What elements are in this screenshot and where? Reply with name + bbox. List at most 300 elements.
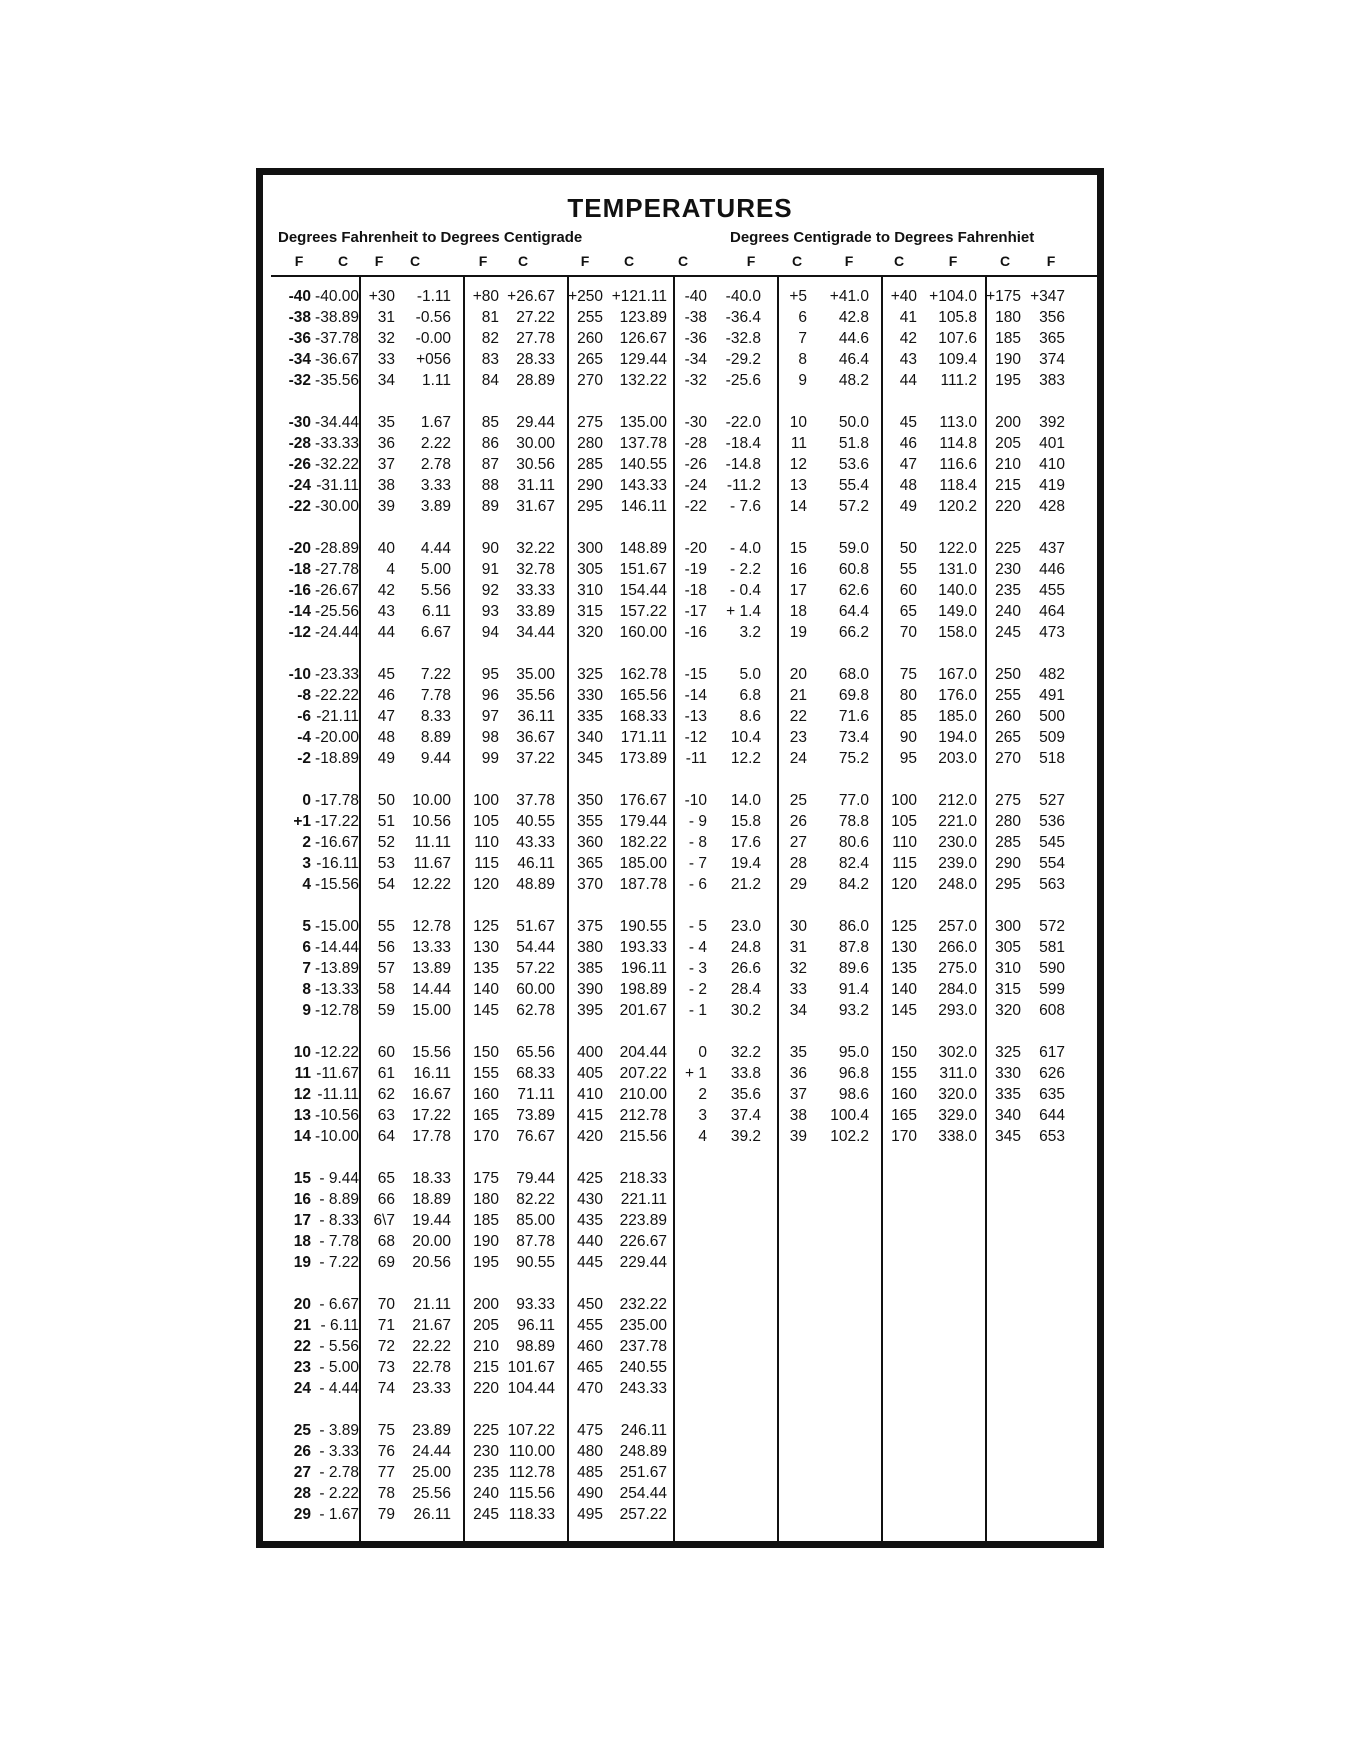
table-cell-source: 8: [302, 981, 311, 998]
table-cell-source: 84: [481, 372, 499, 389]
table-cell-source: 19: [293, 1254, 311, 1271]
table-cell-source: 290: [577, 477, 603, 494]
table-cell-converted: 3.33: [420, 477, 451, 494]
table-cell-source: 130: [891, 939, 917, 956]
table-cell-source: 195: [473, 1254, 499, 1271]
table-cell-converted: 20.56: [412, 1254, 451, 1271]
table-cell-converted: 617: [1039, 1044, 1065, 1061]
table-cell-converted: -23.33: [315, 666, 359, 683]
table-cell-source: 415: [577, 1107, 603, 1124]
table-cell-source: 115: [474, 855, 499, 872]
table-cell-source: 235: [995, 582, 1021, 599]
table-cell-converted: 8.89: [420, 729, 451, 746]
table-cell-converted: 64.4: [838, 603, 869, 620]
table-cell-source: 8: [798, 351, 807, 368]
table-cell-source: 220: [473, 1380, 499, 1397]
table-cell-converted: 62.6: [838, 582, 869, 599]
table-cell-source: 83: [481, 351, 499, 368]
table-cell-source: 200: [995, 414, 1021, 431]
table-cell-converted: 11.67: [413, 855, 451, 872]
table-cell-converted: 1.11: [421, 372, 451, 389]
table-cell-converted: 410: [1039, 456, 1065, 473]
table-cell-converted: 207.22: [619, 1065, 667, 1082]
table-cell-converted: 5.0: [739, 666, 761, 683]
table-cell-converted: 210.00: [619, 1086, 667, 1103]
table-cell-converted: 311.0: [939, 1065, 977, 1082]
table-cell-converted: 37.22: [516, 750, 555, 767]
table-cell-source: 470: [577, 1380, 603, 1397]
table-cell-source: 98: [481, 729, 499, 746]
table-cell-source: 35: [789, 1044, 807, 1061]
table-cell-source: 280: [995, 813, 1021, 830]
table-cell-converted: 77.0: [838, 792, 869, 809]
table-cell-source: 88: [481, 477, 499, 494]
table-cell-converted: 482: [1039, 666, 1065, 683]
table-cell-source: 34: [377, 372, 395, 389]
table-cell-source: 72: [377, 1338, 395, 1355]
table-cell-converted: 419: [1039, 477, 1065, 494]
table-cell-source: 355: [577, 813, 603, 830]
table-cell-source: 15: [789, 540, 807, 557]
table-cell-converted: 9.44: [420, 750, 451, 767]
table-cell-converted: -36.4: [725, 309, 761, 326]
table-cell-source: - 7: [688, 855, 707, 872]
table-cell-converted: 48.2: [838, 372, 869, 389]
table-cell-source: 11: [294, 1065, 311, 1082]
table-cell-converted: 428: [1039, 498, 1065, 515]
table-cell-source: 275: [577, 414, 603, 431]
table-cell-converted: 76.67: [516, 1128, 555, 1145]
table-cell-converted: 162.78: [619, 666, 667, 683]
table-cell-source: 280: [577, 435, 603, 452]
table-cell-source: 175: [473, 1170, 499, 1187]
table-cell-source: 2: [302, 834, 311, 851]
table-cell-converted: 464: [1039, 603, 1065, 620]
table-cell-source: 57: [377, 960, 395, 977]
table-cell-source: 130: [473, 939, 499, 956]
table-cell-source: 305: [995, 939, 1021, 956]
table-cell-converted: - 4.0: [729, 540, 761, 557]
table-cell-source: 345: [577, 750, 603, 767]
table-cell-converted: 28.89: [516, 372, 555, 389]
table-cell-converted: 151.67: [619, 561, 667, 578]
table-cell-converted: 33.8: [730, 1065, 761, 1082]
table-cell-source: 20: [293, 1296, 311, 1313]
table-cell-converted: + 1.4: [726, 603, 761, 620]
table-cell-converted: 65.56: [516, 1044, 555, 1061]
table-cell-source: 34: [789, 1002, 807, 1019]
table-cell-source: 58: [377, 981, 395, 998]
table-cell-source: -36: [684, 330, 707, 347]
table-cell-source: 120: [473, 876, 499, 893]
table-cell-source: -32: [288, 372, 311, 389]
table-cell-source: 60: [377, 1044, 395, 1061]
table-cell-source: 315: [995, 981, 1021, 998]
table-cell-source: 39: [377, 498, 395, 515]
table-cell-source: 380: [577, 939, 603, 956]
table-cell-converted: 248.0: [938, 876, 977, 893]
table-cell-source: 68: [377, 1233, 395, 1250]
table-cell-converted: -40.0: [725, 288, 761, 305]
table-cell-source: -30: [288, 414, 311, 431]
column-header: F: [746, 253, 756, 269]
table-cell-source: 275: [995, 792, 1021, 809]
table-cell-source: 9: [302, 1002, 311, 1019]
table-cell-converted: -37.78: [315, 330, 359, 347]
table-cell-converted: 82.4: [838, 855, 869, 872]
table-cell-source: 220: [995, 498, 1021, 515]
table-cell-converted: 28.4: [730, 981, 761, 998]
table-cell-converted: 4.44: [420, 540, 451, 557]
table-cell-converted: 126.67: [619, 330, 667, 347]
table-cell-converted: +26.67: [507, 288, 555, 305]
table-cell-converted: 60.8: [838, 561, 869, 578]
table-cell-source: 33: [377, 351, 395, 368]
table-cell-converted: 196.11: [620, 960, 667, 977]
table-cell-source: 80: [899, 687, 917, 704]
table-cell-converted: 193.33: [619, 939, 667, 956]
table-cell-converted: 73.89: [516, 1107, 555, 1124]
table-cell-converted: 111.2: [940, 372, 977, 389]
table-cell-converted: 2.78: [420, 456, 451, 473]
table-cell-source: 11: [790, 435, 807, 452]
table-cell-source: 265: [577, 351, 603, 368]
table-cell-converted: 275.0: [938, 960, 977, 977]
table-cell-converted: - 7.78: [319, 1233, 359, 1250]
table-cell-converted: 176.67: [619, 792, 667, 809]
table-cell-converted: 25.00: [412, 1464, 451, 1481]
table-cell-converted: 30.00: [516, 435, 555, 452]
table-cell-converted: 284.0: [938, 981, 977, 998]
table-cell-source: 185: [473, 1212, 499, 1229]
table-cell-source: 4: [698, 1128, 707, 1145]
column-header: C: [517, 253, 529, 269]
table-cell-converted: 527: [1039, 792, 1065, 809]
table-cell-source: 125: [891, 918, 917, 935]
table-cell-source: 9: [798, 372, 807, 389]
table-cell-converted: 90.55: [516, 1254, 555, 1271]
table-cell-converted: 34.44: [516, 624, 555, 641]
table-cell-converted: 401: [1039, 435, 1065, 452]
table-cell-converted: 7.22: [420, 666, 451, 683]
table-cell-source: -2: [297, 750, 311, 767]
table-cell-converted: 135.00: [619, 414, 667, 431]
table-cell-source: -4: [297, 729, 311, 746]
table-cell-source: 46: [377, 687, 395, 704]
table-cell-converted: 168.33: [619, 708, 667, 725]
table-cell-converted: 599: [1039, 981, 1065, 998]
table-cell-converted: - 5.00: [319, 1359, 359, 1376]
table-cell-source: 4: [386, 561, 395, 578]
table-cell-source: 43: [377, 603, 395, 620]
table-cell-converted: 27.22: [516, 309, 555, 326]
table-cell-converted: 545: [1039, 834, 1065, 851]
table-cell-converted: - 1.67: [319, 1506, 359, 1523]
table-cell-source: -16: [288, 582, 311, 599]
temperature-chart-card: [256, 168, 1104, 1548]
table-cell-source: 170: [891, 1128, 917, 1145]
table-cell-source: 270: [995, 750, 1021, 767]
table-cell-source: 12: [789, 456, 807, 473]
table-cell-source: 310: [577, 582, 603, 599]
table-cell-converted: 149.0: [938, 603, 977, 620]
table-cell-source: 94: [481, 624, 499, 641]
table-cell-source: 215: [995, 477, 1021, 494]
table-cell-converted: 17.22: [412, 1107, 451, 1124]
table-cell-converted: -10.00: [315, 1128, 359, 1145]
table-cell-converted: -32.22: [315, 456, 359, 473]
table-cell-source: 320: [577, 624, 603, 641]
table-cell-converted: 232.22: [619, 1296, 667, 1313]
table-cell-converted: -16.11: [316, 855, 359, 872]
table-cell-converted: 91.4: [838, 981, 869, 998]
table-cell-converted: - 4.44: [319, 1380, 359, 1397]
table-cell-source: -13: [684, 708, 707, 725]
table-cell-converted: 179.44: [619, 813, 667, 830]
table-cell-source: 350: [577, 792, 603, 809]
table-cell-converted: 29.44: [516, 414, 555, 431]
table-cell-converted: 53.6: [838, 456, 869, 473]
table-cell-converted: 3.2: [739, 624, 761, 641]
table-cell-source: 395: [577, 1002, 603, 1019]
table-cell-source: 105: [891, 813, 917, 830]
table-cell-converted: 383: [1039, 372, 1065, 389]
table-cell-source: 390: [577, 981, 603, 998]
table-cell-source: -16: [684, 624, 707, 641]
table-cell-converted: 6.67: [420, 624, 451, 641]
table-cell-converted: 131.0: [938, 561, 977, 578]
table-cell-source: 140: [473, 981, 499, 998]
table-cell-converted: - 5.56: [319, 1338, 359, 1355]
table-cell-converted: 36.11: [517, 708, 555, 725]
table-cell-source: 435: [577, 1212, 603, 1229]
table-cell-converted: 19.4: [730, 855, 761, 872]
table-cell-converted: -32.8: [725, 330, 761, 347]
table-cell-source: 335: [995, 1086, 1021, 1103]
table-cell-converted: -15.00: [315, 918, 359, 935]
table-cell-source: -20: [684, 540, 707, 557]
table-cell-converted: 32.22: [516, 540, 555, 557]
table-cell-source: 74: [377, 1380, 395, 1397]
table-cell-source: 41: [899, 309, 917, 326]
table-cell-source: 235: [473, 1464, 499, 1481]
table-cell-source: -14: [288, 603, 311, 620]
table-cell-source: 310: [995, 960, 1021, 977]
table-cell-converted: 536: [1039, 813, 1065, 830]
table-cell-source: 64: [377, 1128, 395, 1145]
table-cell-source: 55: [377, 918, 395, 935]
table-cell-source: 30: [789, 918, 807, 935]
table-cell-converted: 254.44: [619, 1485, 667, 1502]
column-header: C: [893, 253, 905, 269]
table-cell-source: 155: [891, 1065, 917, 1082]
table-cell-source: 190: [473, 1233, 499, 1250]
table-cell-converted: 446: [1039, 561, 1065, 578]
table-cell-converted: 212.78: [619, 1107, 667, 1124]
table-cell-source: 29: [293, 1506, 311, 1523]
table-cell-source: 420: [577, 1128, 603, 1145]
table-cell-source: 430: [577, 1191, 603, 1208]
table-cell-source: - 8: [688, 834, 707, 851]
table-cell-source: 95: [899, 750, 917, 767]
table-cell-converted: 158.0: [938, 624, 977, 641]
table-cell-source: 300: [577, 540, 603, 557]
table-cell-converted: 37.78: [516, 792, 555, 809]
table-cell-source: 18: [789, 603, 807, 620]
table-cell-converted: - 7.6: [729, 498, 761, 515]
table-cell-converted: 137.78: [619, 435, 667, 452]
table-cell-source: 150: [473, 1044, 499, 1061]
table-cell-source: 22: [789, 708, 807, 725]
table-cell-converted: 437: [1039, 540, 1065, 557]
table-cell-source: 325: [577, 666, 603, 683]
table-cell-converted: 32.2: [730, 1044, 761, 1061]
table-cell-source: +1: [293, 813, 311, 830]
table-cell-source: 96: [481, 687, 499, 704]
table-cell-source: 15: [293, 1170, 311, 1187]
table-cell-source: +80: [472, 288, 499, 305]
table-cell-source: 53: [377, 855, 395, 872]
table-cell-converted: 80.6: [838, 834, 869, 851]
table-cell-converted: 218.33: [619, 1170, 667, 1187]
table-cell-converted: 230.0: [938, 834, 977, 851]
table-cell-source: 270: [577, 372, 603, 389]
table-cell-source: 325: [995, 1044, 1021, 1061]
table-cell-converted: -24.44: [315, 624, 359, 641]
table-cell-source: 255: [995, 687, 1021, 704]
table-cell-source: 37: [377, 456, 395, 473]
table-cell-converted: 148.89: [619, 540, 667, 557]
table-cell-converted: - 2.22: [319, 1485, 359, 1502]
table-cell-converted: 82.22: [516, 1191, 555, 1208]
table-cell-source: -8: [297, 687, 311, 704]
table-cell-source: 245: [995, 624, 1021, 641]
table-cell-source: 135: [891, 960, 917, 977]
table-cell-converted: -11.11: [317, 1086, 359, 1103]
table-cell-converted: 104.44: [507, 1380, 555, 1397]
table-cell-converted: 21.2: [730, 876, 761, 893]
table-cell-source: 2: [698, 1086, 707, 1103]
table-cell-source: 240: [473, 1485, 499, 1502]
table-cell-converted: 14.44: [412, 981, 451, 998]
table-cell-converted: 203.0: [938, 750, 977, 767]
table-cell-converted: -31.11: [316, 477, 359, 494]
table-cell-source: 36: [377, 435, 395, 452]
table-cell-source: 145: [891, 1002, 917, 1019]
table-cell-converted: 113.0: [939, 414, 977, 431]
table-cell-converted: +056: [416, 351, 451, 368]
table-cell-converted: 491: [1039, 687, 1065, 704]
table-cell-converted: 24.44: [412, 1443, 451, 1460]
table-cell-source: 50: [899, 540, 917, 557]
table-cell-converted: 173.89: [619, 750, 667, 767]
table-cell-converted: 109.4: [938, 351, 977, 368]
table-cell-source: 89: [481, 498, 499, 515]
table-cell-source: 495: [577, 1506, 603, 1523]
table-cell-converted: 51.67: [516, 918, 555, 935]
table-cell-converted: 2.22: [420, 435, 451, 452]
table-cell-converted: 23.89: [412, 1422, 451, 1439]
table-cell-source: 13: [789, 477, 807, 494]
table-cell-source: 155: [473, 1065, 499, 1082]
table-cell-source: 425: [577, 1170, 603, 1187]
table-cell-converted: 237.78: [619, 1338, 667, 1355]
table-cell-source: 23: [789, 729, 807, 746]
table-cell-converted: 590: [1039, 960, 1065, 977]
table-cell-converted: 69.8: [838, 687, 869, 704]
table-cell-converted: 16.11: [413, 1065, 451, 1082]
table-cell-source: 55: [899, 561, 917, 578]
table-cell-source: 205: [473, 1317, 499, 1334]
table-cell-converted: -14.44: [315, 939, 359, 956]
table-cell-converted: 221.11: [620, 1191, 667, 1208]
table-cell-source: 42: [377, 582, 395, 599]
table-cell-converted: 293.0: [938, 1002, 977, 1019]
table-cell-converted: 626: [1039, 1065, 1065, 1082]
table-cell-source: 3: [302, 855, 311, 872]
table-cell-source: 24: [789, 750, 807, 767]
table-cell-source: 45: [899, 414, 917, 431]
table-cell-converted: -17.78: [315, 792, 359, 809]
table-cell-source: 245: [473, 1506, 499, 1523]
table-cell-converted: +347: [1030, 288, 1065, 305]
table-cell-converted: 62.78: [516, 1002, 555, 1019]
table-cell-converted: 13.89: [412, 960, 451, 977]
table-cell-source: 120: [891, 876, 917, 893]
table-cell-source: 40: [377, 540, 395, 557]
table-cell-source: 14: [293, 1128, 311, 1145]
table-cell-converted: -0.00: [415, 330, 451, 347]
table-cell-converted: 51.8: [838, 435, 869, 452]
table-cell-source: -28: [684, 435, 707, 452]
table-cell-source: 90: [481, 540, 499, 557]
table-cell-converted: 78.8: [838, 813, 869, 830]
table-cell-source: 27: [293, 1464, 311, 1481]
table-cell-source: 165: [891, 1107, 917, 1124]
table-cell-source: 360: [577, 834, 603, 851]
table-cell-source: -11: [685, 750, 707, 767]
table-cell-source: 20: [789, 666, 807, 683]
table-cell-source: 44: [377, 624, 395, 641]
table-cell-converted: 55.4: [838, 477, 869, 494]
table-cell-converted: 140.0: [938, 582, 977, 599]
table-cell-converted: 10.4: [730, 729, 761, 746]
table-cell-converted: 122.0: [938, 540, 977, 557]
table-cell-converted: 33.33: [516, 582, 555, 599]
table-cell-source: 10: [789, 414, 807, 431]
table-cell-converted: 21.11: [413, 1296, 451, 1313]
table-cell-converted: -26.67: [315, 582, 359, 599]
table-cell-converted: -16.67: [315, 834, 359, 851]
table-cell-converted: 57.2: [838, 498, 869, 515]
table-cell-converted: 107.6: [938, 330, 977, 347]
table-cell-converted: 35.6: [730, 1086, 761, 1103]
table-cell-source: -22: [684, 498, 707, 515]
table-cell-source: 85: [899, 708, 917, 725]
table-cell-converted: -15.56: [315, 876, 359, 893]
table-cell-converted: 100.4: [830, 1107, 869, 1124]
table-cell-source: 35: [377, 414, 395, 431]
table-cell-converted: 6.8: [739, 687, 761, 704]
table-cell-source: 230: [473, 1443, 499, 1460]
table-cell-converted: - 8.89: [319, 1191, 359, 1208]
table-cell-source: 81: [481, 309, 499, 326]
table-cell-converted: 248.89: [619, 1443, 667, 1460]
table-cell-converted: 160.00: [619, 624, 667, 641]
table-cell-source: 110: [892, 834, 917, 851]
table-cell-converted: -25.56: [315, 603, 359, 620]
table-cell-source: 22: [293, 1338, 311, 1355]
